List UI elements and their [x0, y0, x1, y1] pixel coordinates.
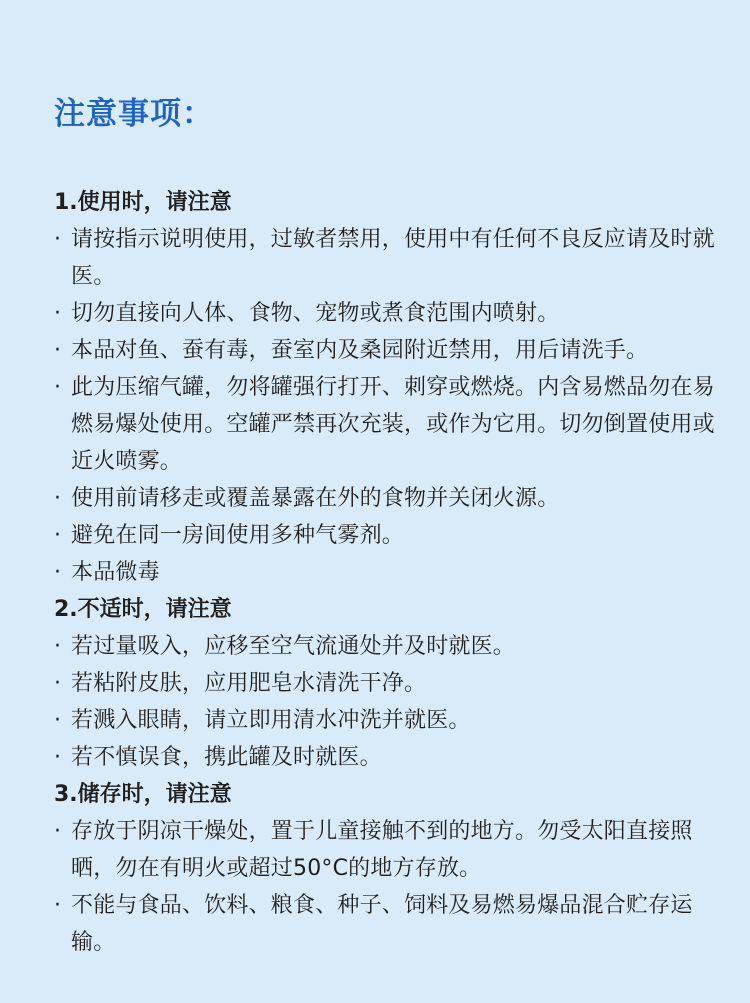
bullet-icon: ·	[54, 745, 62, 770]
bullet-icon: ·	[54, 560, 62, 585]
page-title: 注意事项：	[54, 96, 214, 132]
bullet-icon: ·	[54, 301, 62, 326]
item-text: 避免在同一房间使用多种气雾剂。	[71, 523, 405, 548]
bullet-icon: ·	[54, 338, 62, 363]
item-text: 若粘附皮肤，应用肥皂水清洗干净。	[71, 671, 427, 696]
list-item	[54, 332, 720, 369]
bullet-icon: ·	[54, 486, 62, 511]
bullet-icon: ·	[54, 893, 62, 918]
bullet-icon: ·	[54, 523, 62, 548]
list-item	[54, 628, 720, 665]
list-item	[54, 554, 720, 591]
list-item	[54, 221, 720, 295]
item-text: 若过量吸入，应移至空气流通处并及时就医。	[71, 634, 516, 659]
item-list	[54, 221, 720, 591]
list-item	[54, 887, 720, 961]
item-list	[54, 813, 720, 961]
list-item	[54, 517, 720, 554]
bullet-icon: ·	[54, 375, 62, 400]
list-item	[54, 295, 720, 332]
item-text: 不能与食品、饮料、粮食、种子、饲料及易燃易爆品混合贮存运输。	[71, 893, 693, 955]
list-item	[54, 813, 720, 887]
item-text: 本品对鱼、蚕有毒，蚕室内及桑园附近禁用，用后请洗手。	[71, 338, 649, 363]
list-item	[54, 369, 720, 480]
list-item	[54, 665, 720, 702]
bullet-icon: ·	[54, 708, 62, 733]
bullet-icon: ·	[54, 671, 62, 696]
section-usage	[54, 184, 720, 591]
section-heading: 1.使用时，请注意	[54, 190, 232, 215]
bullet-icon: ·	[54, 227, 62, 252]
item-text: 存放于阴凉干燥处，置于儿童接触不到的地方。勿受太阳直接照晒，勿在有明火或超过50°C的地方存放。	[71, 819, 693, 881]
section-heading: 2.不适时，请注意	[54, 597, 232, 622]
bullet-icon: ·	[54, 634, 62, 659]
item-text: 本品微毒	[71, 560, 160, 585]
section-discomfort	[54, 591, 720, 776]
list-item	[54, 739, 720, 776]
item-text: 若不慎误食，携此罐及时就医。	[71, 745, 382, 770]
item-text: 请按指示说明使用，过敏者禁用，使用中有任何不良反应请及时就医。	[71, 227, 715, 289]
item-list	[54, 628, 720, 776]
list-item	[54, 480, 720, 517]
item-text: 切勿直接向人体、食物、宠物或煮食范围内喷射。	[71, 301, 560, 326]
item-text: 此为压缩气罐，勿将罐强行打开、刺穿或燃烧。内含易燃品勿在易燃易爆处使用。空罐严禁再次充装，或作为它用。切勿倒置使用或近火喷雾。	[71, 375, 715, 474]
section-storage	[54, 776, 720, 961]
list-item	[54, 702, 720, 739]
item-text: 若溅入眼睛，请立即用清水冲洗并就医。	[71, 708, 471, 733]
item-text: 使用前请移走或覆盖暴露在外的食物并关闭火源。	[71, 486, 560, 511]
bullet-icon: ·	[54, 819, 62, 844]
section-heading: 3.储存时，请注意	[54, 782, 232, 807]
